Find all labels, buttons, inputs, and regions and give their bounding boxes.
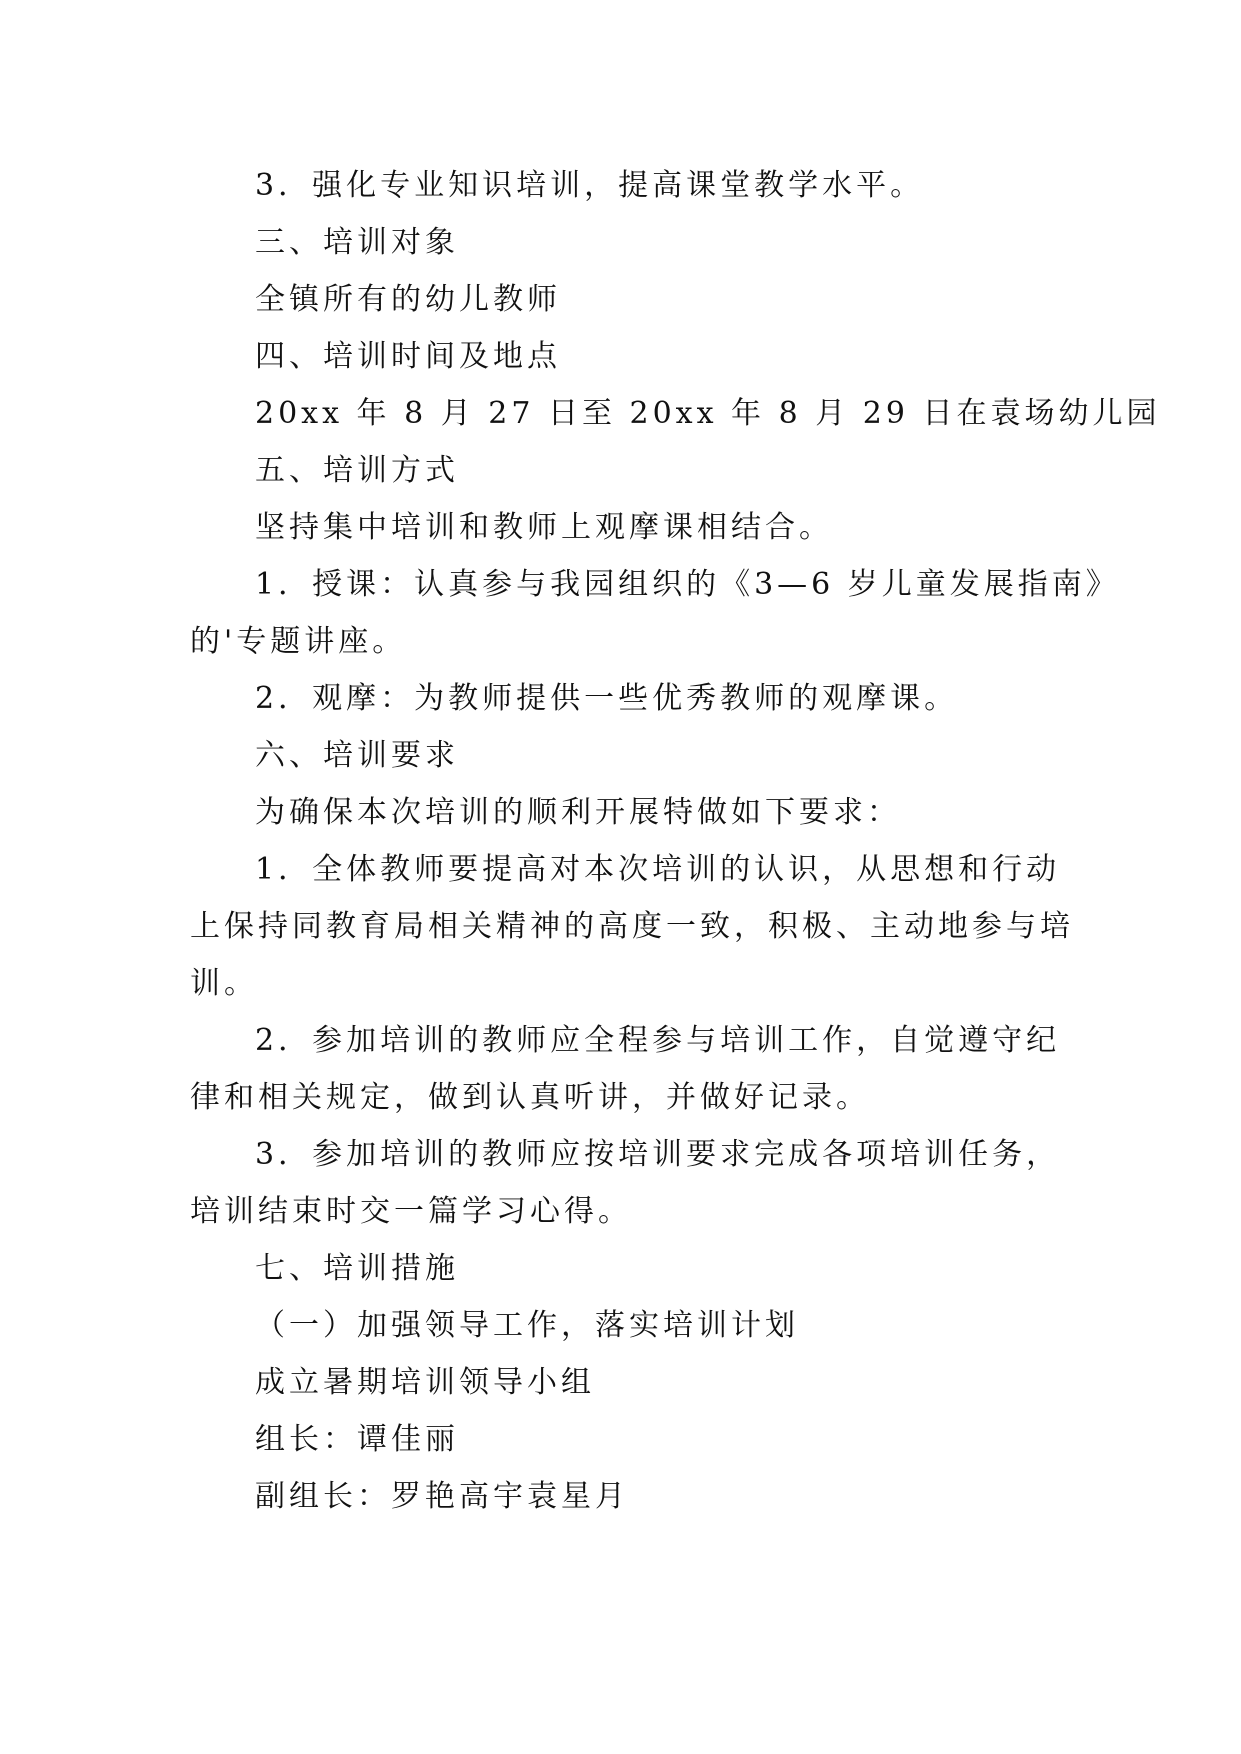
paragraph-req-3: 3．参加培训的教师应按培训要求完成各项培训任务， [255,1137,1061,1172]
paragraph-req-2-cont: 律和相关规定，做到认真听讲，并做好记录。 [190,1080,870,1115]
section-heading-time-location: 四、培训时间及地点 [255,339,561,374]
paragraph-req-1-cont2: 训。 [190,966,258,1001]
paragraph-group-leader: 组长：谭佳丽 [255,1422,459,1457]
paragraph-req-1: 1．全体教师要提高对本次培训的认识，从思想和行动 [255,852,1061,887]
paragraph-req-3-cont: 培训结束时交一篇学习心得。 [190,1194,632,1229]
paragraph-req-2: 2．参加培训的教师应全程参与培训工作，自觉遵守纪 [255,1023,1061,1058]
paragraph-date-location: 20xx 年 8 月 27 日至 20xx 年 8 月 29 日在袁场幼儿园 [255,396,1161,431]
paragraph-item-2-observe: 2．观摩：为教师提供一些优秀教师的观摩课。 [255,681,959,716]
paragraph-leadership-group: 成立暑期培训领导小组 [255,1365,595,1400]
paragraph-item-3-training-knowledge: 3．强化专业知识培训，提高课堂教学水平。 [255,168,925,203]
paragraph-method-summary: 坚持集中培训和教师上观摩课相结合。 [255,510,833,545]
paragraph-item-1-lecture: 1．授课：认真参与我园组织的《3—6 岁儿童发展指南》 [255,567,1120,602]
paragraph-all-teachers: 全镇所有的幼儿教师 [255,282,561,317]
section-heading-training-requirements: 六、培训要求 [255,738,459,773]
subsection-heading-leadership: （一）加强领导工作，落实培训计划 [255,1308,799,1343]
paragraph-requirements-intro: 为确保本次培训的顺利开展特做如下要求： [255,795,901,830]
section-heading-training-method: 五、培训方式 [255,453,459,488]
section-heading-training-target: 三、培训对象 [255,225,459,260]
paragraph-item-1-lecture-cont: 的'专题讲座。 [190,624,407,659]
paragraph-deputy-leaders: 副组长：罗艳高宇袁星月 [255,1479,629,1514]
paragraph-req-1-cont: 上保持同教育局相关精神的高度一致，积极、主动地参与培 [190,909,1074,944]
section-heading-training-measures: 七、培训措施 [255,1251,459,1286]
